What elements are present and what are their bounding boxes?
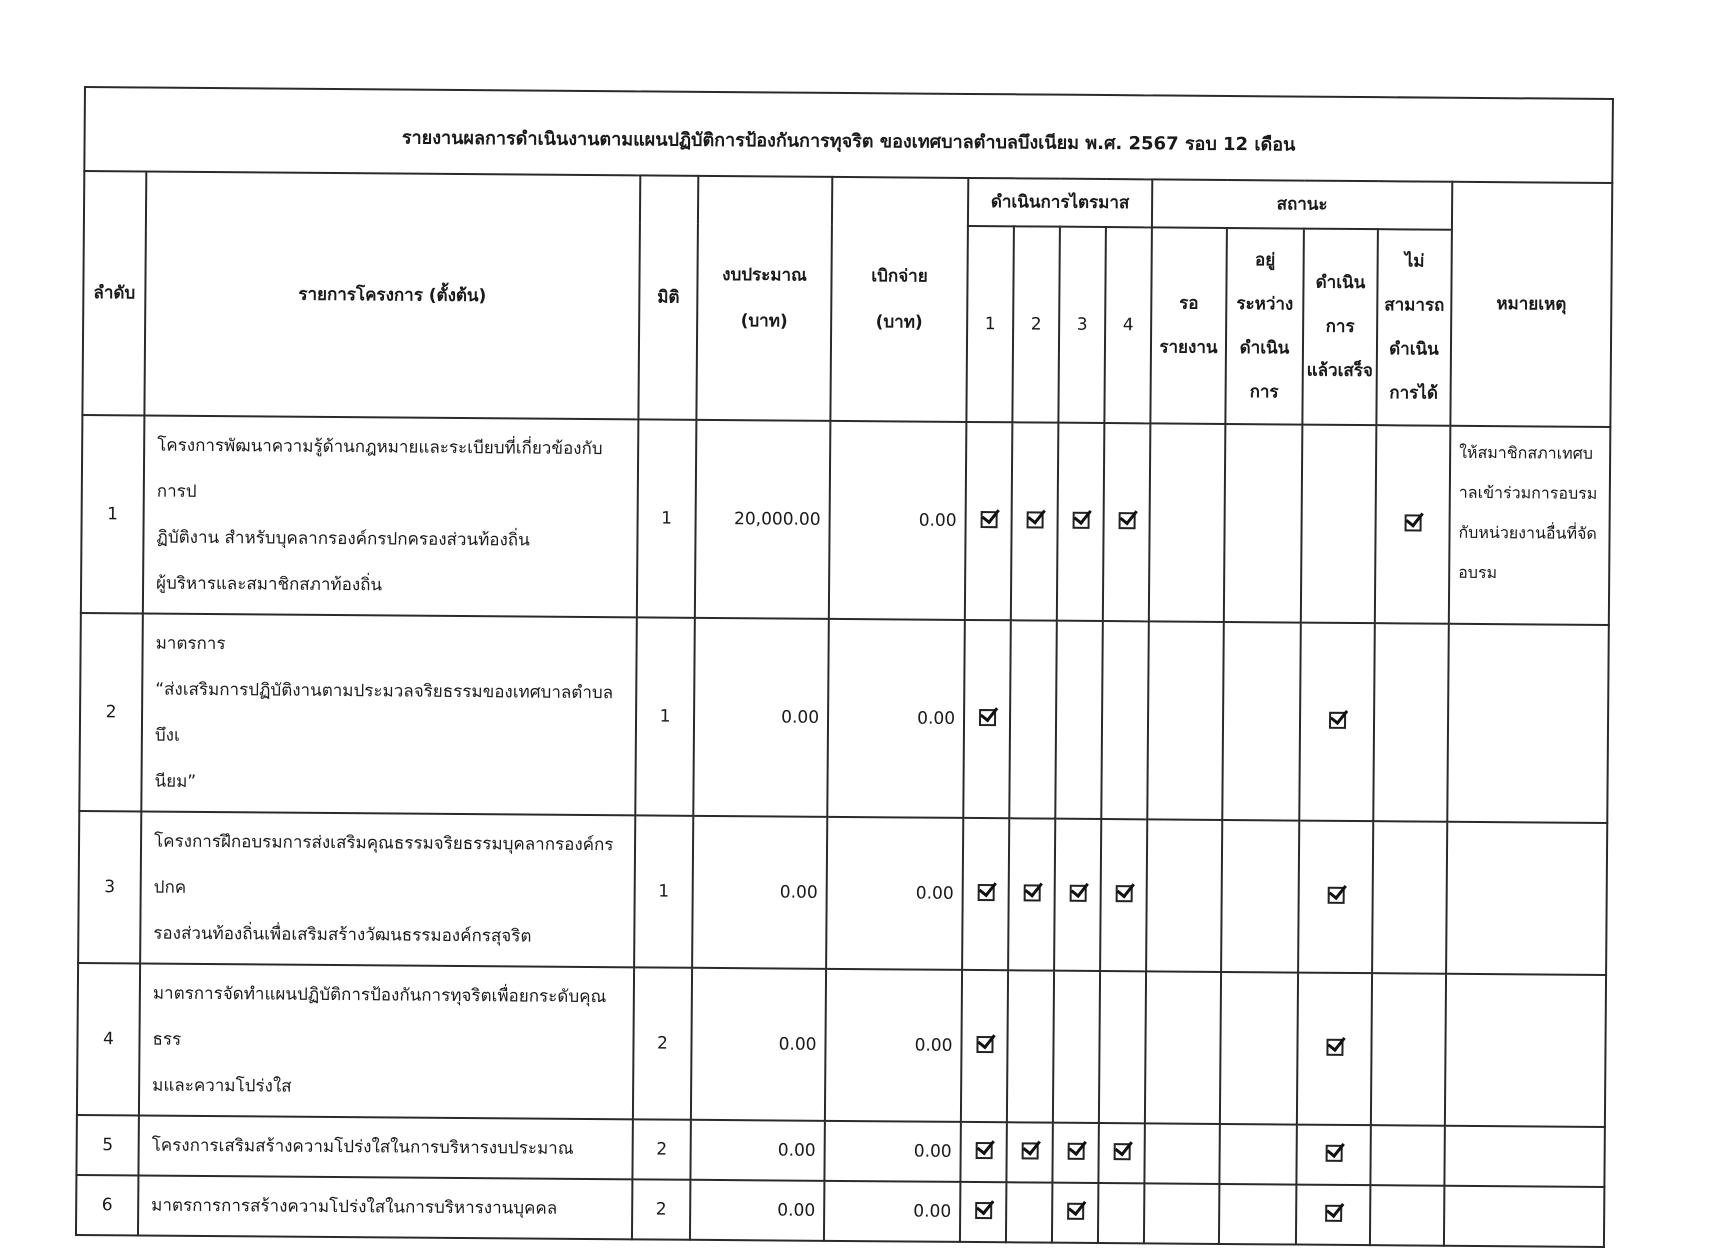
row-budget: 0.00: [692, 816, 827, 969]
row-quarter-3: [1052, 1183, 1098, 1243]
row-status-unable: [1373, 623, 1449, 822]
report-sheet: [75, 86, 1612, 1248]
row-quarter-2: [1006, 1182, 1052, 1242]
row-status-wait: [1145, 971, 1221, 1124]
header-project: รายการโครงการ (ตั้งต้น): [144, 171, 640, 419]
project-line: “ส่งเสริมการปฏิบัติงานตามประมวลจริยธรรมของเทศบาลตำบลบึงเ: [154, 679, 614, 746]
header-status-done-line1: ดำเนิน: [1315, 272, 1366, 294]
header-status-unable-line2: สามารถ: [1384, 295, 1445, 316]
checkbox-checked-icon: [1026, 511, 1043, 528]
table-row: [77, 963, 1606, 1127]
row-budget: 0.00: [690, 1120, 824, 1181]
row-project-name: [138, 1175, 632, 1239]
header-q2: 2: [1012, 226, 1060, 422]
project-line: ฏิบัติงาน สำหรับบุคลากรองค์กรปกครองส่วนท้องถิ่น: [156, 527, 530, 551]
project-line: โครงการพัฒนาความรู้ด้านกฎหมายและระเบียบที่เกี่ยวข้องกับการป: [156, 435, 603, 502]
row-status-wait: [1146, 819, 1222, 972]
row-quarter-2: [1011, 422, 1059, 620]
row-status-unable: [1375, 425, 1451, 624]
checkbox-checked-icon: [975, 1142, 992, 1159]
header-quarters-group: ดำเนินการไตรมาส: [968, 178, 1152, 227]
header-spent: [830, 177, 968, 422]
report-table: [75, 86, 1614, 1248]
row-spent: 0.00: [824, 1121, 960, 1182]
project-line: มและความโปร่งใส: [152, 1075, 292, 1097]
row-quarter-2: [1009, 620, 1057, 818]
row-status-done: [1301, 425, 1377, 624]
header-budget-line1: งบประมาณ: [722, 265, 807, 286]
row-spent: 0.00: [827, 619, 965, 818]
project-line: มาตรการ: [155, 633, 226, 655]
row-status-unable: [1372, 821, 1447, 974]
row-project-name: [139, 963, 634, 1119]
header-q3: 3: [1058, 227, 1106, 423]
report-rows: [76, 415, 1611, 1247]
row-status-in-progress: [1222, 622, 1301, 821]
row-budget: 0.00: [691, 968, 826, 1121]
row-seq: 5: [76, 1115, 138, 1175]
row-budget: 20,000.00: [695, 420, 831, 619]
row-quarter-3: [1052, 1123, 1098, 1183]
row-remark: [1444, 1186, 1605, 1247]
checkbox-checked-icon: [1404, 514, 1421, 531]
row-project-name: [141, 613, 637, 815]
header-status-unable-line1: ไม่: [1404, 251, 1425, 272]
row-spent: 0.00: [824, 1181, 960, 1242]
checkbox-checked-icon: [1067, 1143, 1084, 1160]
row-quarter-4: [1098, 1123, 1144, 1183]
row-budget: 0.00: [693, 618, 829, 817]
checkbox-checked-icon: [1115, 885, 1132, 902]
table-row: [76, 1175, 1605, 1247]
row-status-wait: [1144, 1183, 1219, 1244]
checkbox-checked-icon: [979, 709, 996, 726]
project-line: ผู้บริหารและสมาชิกสภาท้องถิ่น: [156, 573, 383, 596]
row-quarter-1: [963, 620, 1011, 818]
header-status-done-line2: การ: [1325, 316, 1355, 337]
row-remark: [1444, 1126, 1605, 1187]
row-quarter-1: [961, 970, 1008, 1122]
checkbox-checked-icon: [1023, 884, 1040, 901]
checkbox-checked-icon: [1325, 1205, 1342, 1222]
header-q1: 1: [966, 226, 1014, 422]
project-line: รองส่วนท้องถิ่นเพื่อเสริมสร้างวัฒนธรรมองค์กรสุจริต: [153, 923, 532, 947]
row-status-unable: [1371, 973, 1446, 1126]
remark-line: กับหน่วยงานอื่นที่จัด: [1458, 522, 1597, 543]
row-status-in-progress: [1221, 820, 1299, 973]
checkbox-checked-icon: [1328, 712, 1345, 729]
header-spent-line1: เบิกจ่าย: [871, 266, 928, 287]
row-quarter-3: [1054, 819, 1101, 971]
row-spent: 0.00: [826, 817, 963, 970]
row-status-in-progress: [1224, 424, 1303, 623]
project-line: มาตรการการสร้างความโปร่งใสในการบริหารงานบุคคล: [151, 1195, 558, 1219]
checkbox-checked-icon: [980, 511, 997, 528]
header-status-wait: [1150, 227, 1227, 424]
checkbox-checked-icon: [1021, 1142, 1038, 1159]
checkbox-checked-icon: [1325, 1145, 1342, 1162]
row-status-in-progress: [1219, 1124, 1296, 1185]
row-budget: 0.00: [690, 1180, 824, 1241]
row-dimension: 2: [632, 1119, 690, 1179]
row-status-in-progress: [1220, 972, 1298, 1125]
row-dimension: 2: [633, 967, 692, 1119]
checkbox-checked-icon: [977, 884, 994, 901]
row-quarter-3: [1053, 971, 1100, 1123]
row-quarter-3: [1055, 621, 1103, 819]
row-status-in-progress: [1219, 1184, 1296, 1245]
row-seq: 3: [78, 811, 141, 963]
checkbox-checked-icon: [1069, 885, 1086, 902]
header-status-progress-line4: การ: [1249, 382, 1279, 403]
header-status-wait-line1: รอ: [1179, 293, 1199, 314]
header-remark: หมายเหตุ: [1450, 182, 1612, 427]
row-seq: 1: [81, 415, 145, 613]
checkbox-checked-icon: [1072, 512, 1089, 529]
row-status-done: [1296, 1125, 1370, 1186]
checkbox-checked-icon: [1327, 887, 1344, 904]
row-spent: 0.00: [829, 421, 967, 620]
table-row: [79, 613, 1609, 823]
header-spent-line2: (บาท): [875, 312, 923, 333]
row-status-done: [1299, 623, 1375, 822]
table-row: [81, 415, 1611, 625]
row-remark: [1447, 624, 1609, 823]
row-status-done: [1298, 821, 1373, 974]
checkbox-checked-icon: [976, 1036, 993, 1053]
project-line: โครงการเสริมสร้างความโปร่งใสในการบริหารงบประมาณ: [151, 1135, 574, 1159]
row-dimension: 2: [632, 1179, 690, 1239]
header-status-unable-line4: การได้: [1389, 383, 1438, 404]
row-quarter-4: [1099, 971, 1146, 1123]
header-status-progress: [1225, 228, 1304, 425]
header-status-progress-line3: ดำเนิน: [1239, 338, 1290, 359]
row-seq: 2: [79, 613, 143, 811]
row-quarter-1: [965, 422, 1013, 620]
header-status-wait-line2: รายงาน: [1159, 337, 1218, 358]
header-status-progress-line2: ระหว่าง: [1236, 294, 1294, 315]
row-remark: [1446, 822, 1607, 975]
row-quarter-4: [1100, 819, 1147, 971]
row-remark: [1449, 426, 1611, 625]
row-dimension: 1: [634, 815, 693, 967]
row-project-name: [138, 1115, 632, 1179]
row-status-done: [1296, 1185, 1370, 1246]
row-project-name: [143, 415, 639, 617]
checkbox-checked-icon: [1118, 512, 1135, 529]
row-dimension: 1: [635, 617, 695, 815]
row-status-unable: [1370, 1125, 1444, 1186]
row-remark: [1445, 974, 1606, 1127]
project-line: โครงการฝึกอบรมการส่งเสริมคุณธรรมจริยธรรมบุคลากรองค์กรปกค: [153, 831, 614, 898]
checkbox-checked-icon: [1326, 1039, 1343, 1056]
row-quarter-1: [962, 818, 1009, 970]
row-quarter-1: [960, 1182, 1006, 1242]
row-status-unable: [1370, 1185, 1444, 1246]
row-status-done: [1297, 973, 1372, 1126]
table-row: [78, 811, 1607, 975]
header-budget-line2: (บาท): [740, 311, 788, 332]
row-quarter-1: [960, 1122, 1006, 1182]
header-budget: [696, 176, 832, 421]
report-title: รายงานผลการดำเนินงานตามแผนปฏิบัติการป้องกันการทุจริต ของเทศบาลตำบลบึงเนียม พ.ศ. 2567 รอบ 12 เดือน: [84, 87, 1613, 183]
header-status-unable: [1376, 229, 1452, 426]
header-status-unable-line3: ดำเนิน: [1389, 339, 1439, 360]
header-seq: ลำดับ: [82, 171, 146, 415]
header-status-done-line3: แล้วเสร็จ: [1306, 360, 1373, 382]
row-quarter-2: [1007, 970, 1054, 1122]
row-status-wait: [1144, 1123, 1219, 1184]
row-spent: 0.00: [825, 969, 962, 1122]
row-quarter-2: [1008, 818, 1055, 970]
row-project-name: [140, 811, 635, 967]
row-seq: 4: [77, 963, 140, 1115]
checkbox-checked-icon: [1067, 1203, 1084, 1220]
row-quarter-3: [1057, 423, 1105, 621]
row-status-wait: [1149, 423, 1226, 622]
row-quarter-4: [1098, 1183, 1144, 1243]
header-status-done: [1302, 229, 1378, 426]
row-status-wait: [1147, 621, 1224, 820]
checkbox-checked-icon: [1113, 1143, 1130, 1160]
row-quarter-4: [1101, 621, 1149, 819]
row-dimension: 1: [637, 419, 697, 617]
header-dimension: มิติ: [638, 175, 698, 419]
header-status-group: สถานะ: [1152, 179, 1452, 229]
project-line: มาตรการจัดทำแผนปฏิบัติการป้องกันการทุจริตเพื่อยกระดับคุณธรร: [152, 983, 607, 1050]
row-seq: 6: [76, 1175, 138, 1235]
row-quarter-2: [1006, 1122, 1052, 1182]
remark-line: อบรม: [1458, 562, 1498, 583]
project-line: นียม”: [154, 771, 197, 792]
remark-line: าลเข้าร่วมการอบรม: [1458, 482, 1598, 503]
header-status-progress-line1: อยู่: [1254, 250, 1276, 271]
row-quarter-4: [1103, 423, 1151, 621]
header-q4: 4: [1104, 227, 1152, 423]
remark-line: ให้สมาชิกสภาเทศบ: [1459, 442, 1594, 463]
